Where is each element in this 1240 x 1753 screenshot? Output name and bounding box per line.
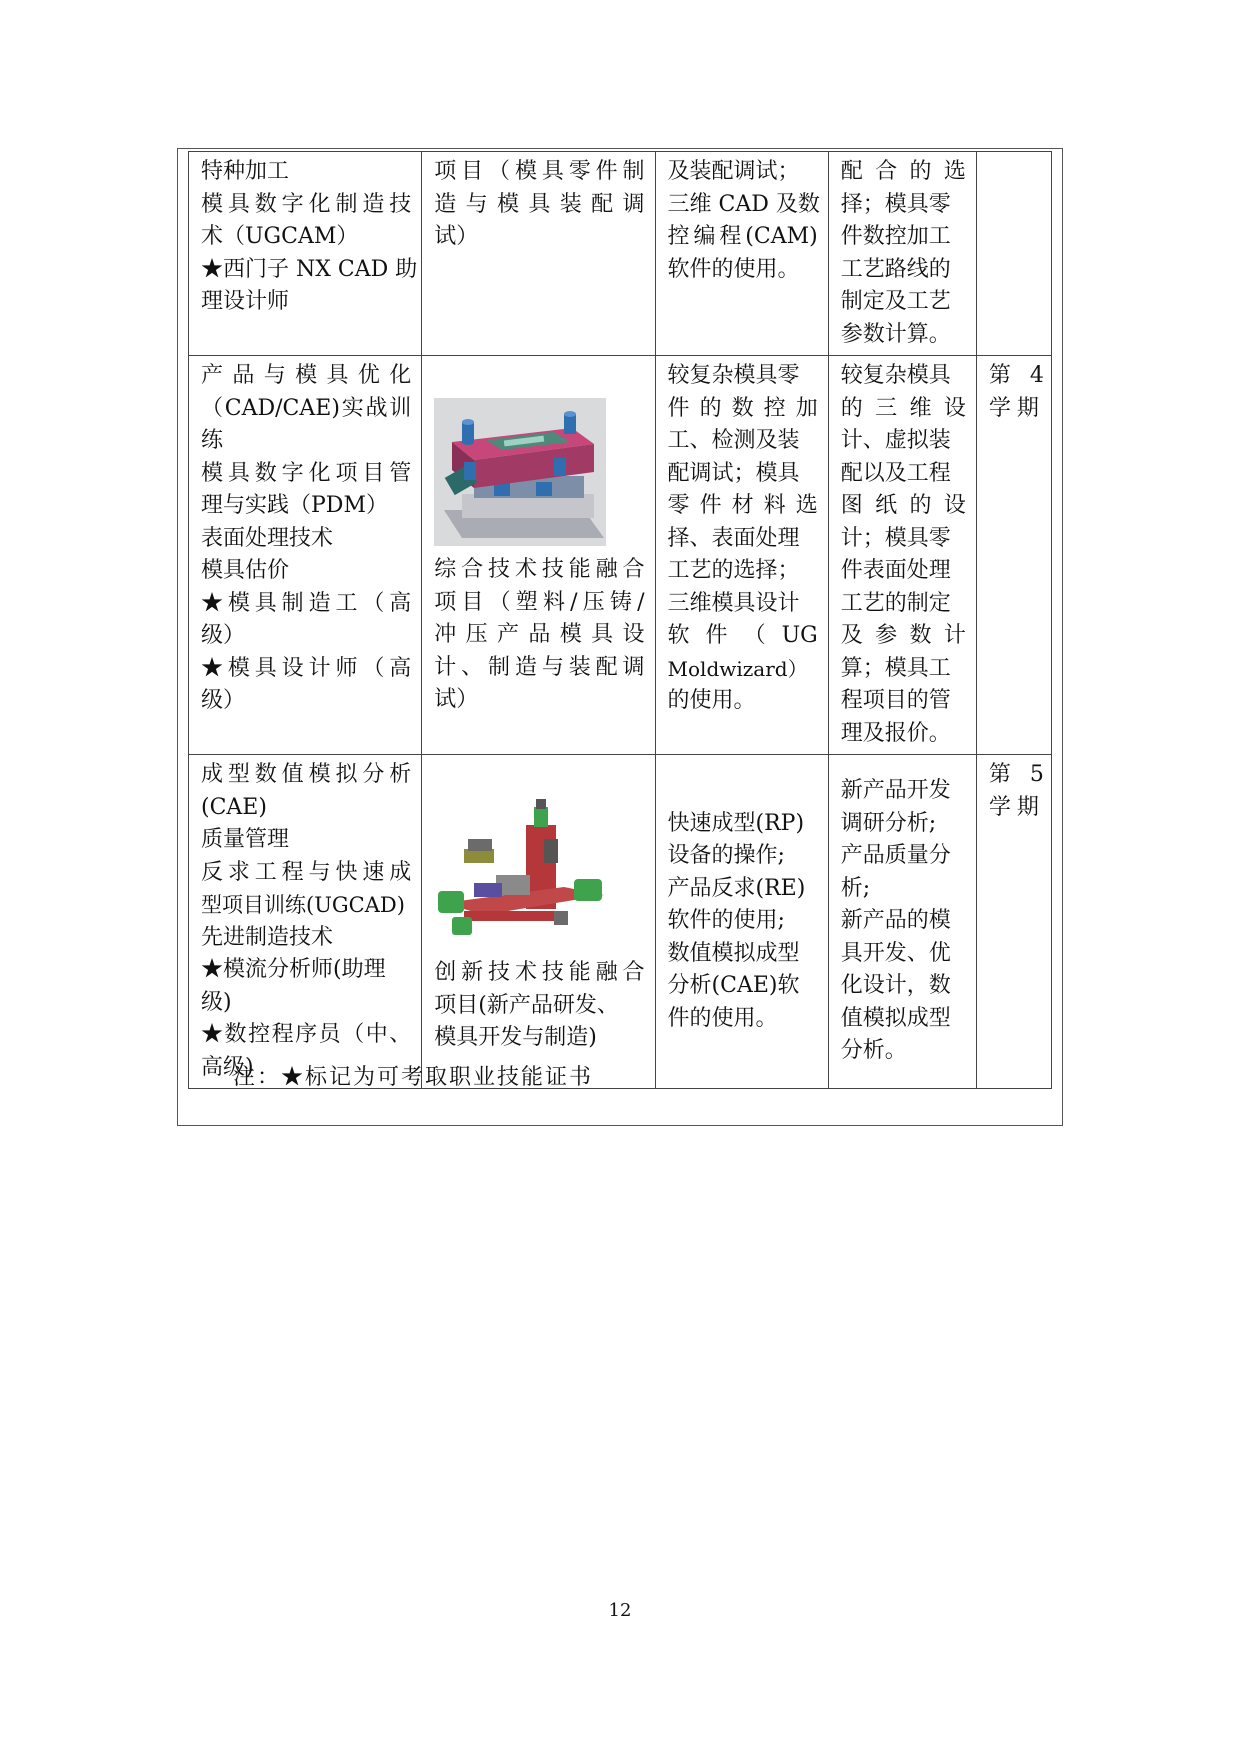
cell-line: 型项目训练(UGCAD) — [201, 893, 405, 917]
cell-line: 的使用。 — [667, 688, 756, 713]
cell-line: 较复杂模具 — [840, 363, 951, 388]
cell-line: 值模拟成型 — [840, 1005, 951, 1031]
cell-line: 新产品的模 — [840, 908, 951, 934]
cell-line: 件数控加工 — [840, 224, 951, 249]
machine-assembly-image — [434, 799, 606, 949]
cell-line: 及参数计 — [840, 623, 966, 648]
course-cell — [189, 152, 422, 356]
cell-line: 软件（UG — [667, 623, 818, 648]
semester-cell — [976, 356, 1051, 755]
cell-line: 模具开发与制造) — [434, 1025, 597, 1050]
table-row — [189, 356, 1052, 755]
cell-line: 试） — [434, 687, 479, 712]
cell-line: 工艺的制定 — [840, 590, 951, 616]
cell-line: 析; — [840, 875, 871, 901]
cell-line: 新产品开发 — [840, 778, 951, 804]
cell-line: 调研分析; — [840, 810, 937, 836]
cell-line: 试） — [434, 224, 479, 249]
cell-line: 工、检测及装 — [667, 428, 800, 453]
knowledge-cell — [828, 356, 976, 755]
cell-line: 化设计，数 — [840, 973, 951, 999]
curriculum-table — [188, 151, 1052, 1089]
cell-line: 表面处理技术 — [201, 525, 334, 551]
cell-line: 快速成型(RP) — [667, 810, 805, 836]
table-row — [189, 755, 1052, 1089]
semester-cell — [976, 152, 1051, 356]
cell-line: 理设计师 — [201, 289, 290, 314]
cell-line: ★西门子 NX CAD 助 — [201, 256, 418, 282]
cell-line: 先进制造技术 — [201, 924, 334, 950]
skill-cell — [655, 356, 828, 755]
semester-cell — [976, 755, 1051, 1089]
cell-line: 造与模具装配调 — [434, 191, 645, 217]
cell-line: 产品质量分 — [840, 843, 951, 869]
cell-line: 产品反求(RE) — [667, 875, 806, 901]
course-cell — [189, 755, 422, 1089]
semester-line: 学期 — [988, 395, 1045, 421]
cell-line: 冲压产品模具设 — [434, 622, 645, 647]
cell-line: 择、表面处理 — [667, 525, 800, 551]
cell-line: 件的使用。 — [667, 1005, 778, 1031]
skill-cell — [655, 152, 828, 356]
cell-line: 创新技术技能融合 — [434, 960, 645, 985]
cell-line: 成型数值模拟分析 — [201, 762, 412, 787]
cell-line: 质量管理 — [201, 827, 290, 852]
cell-line: 特种加工 — [201, 159, 290, 184]
cell-line: 参数计算。 — [840, 321, 951, 347]
cell-line: 三维 CAD 及数 — [667, 191, 820, 217]
cell-line: 零件材料选 — [667, 493, 818, 518]
cell-line: 练 — [201, 428, 224, 453]
cell-line: 具开发、优 — [840, 940, 951, 966]
cell-line: 三维模具设计 — [667, 590, 800, 616]
cell-line: 模具数字化制造技 — [201, 191, 412, 217]
skill-cell — [655, 755, 828, 1089]
cell-line: 控编程(CAM) — [667, 224, 818, 249]
cell-line: 数值模拟成型 — [667, 940, 800, 966]
cell-line: 分析(CAE)软 — [667, 973, 800, 999]
cell-line: 程项目的管 — [840, 688, 951, 713]
course-cell — [189, 356, 422, 755]
page-number: 12 — [608, 1600, 632, 1621]
cell-line: 图纸的设 — [840, 493, 966, 518]
cell-line: 项目（模具零件制 — [434, 159, 645, 184]
cell-line: ★数控程序员（中、 — [201, 1022, 412, 1047]
cell-line: 计、制造与装配调 — [434, 654, 645, 680]
cell-line: 反求工程与快速成 — [201, 859, 412, 885]
table-note: 注：★标记为可考取职业技能证书 — [233, 1065, 594, 1090]
cell-line: 模具数字化项目管 — [201, 460, 412, 486]
cell-line: 模具估价 — [201, 558, 290, 583]
cell-line: 高级) — [201, 1054, 254, 1080]
cell-line: 理与实践（PDM） — [201, 493, 388, 518]
cell-line: 理及报价。 — [840, 720, 951, 746]
semester-line: 第 5 — [988, 762, 1050, 787]
cell-line: 计、虚拟装 — [840, 428, 951, 453]
cell-line: 较复杂模具零 — [667, 363, 800, 388]
knowledge-cell — [828, 152, 976, 356]
cell-line: 级） — [201, 623, 246, 648]
cell-line: 配调试；模具 — [667, 460, 800, 486]
cell-line: 算；模具工 — [840, 655, 951, 681]
cell-line: 术（UGCAM） — [201, 224, 359, 249]
cell-line: ★模流分析师(助理 — [201, 957, 386, 982]
cell-line: 级） — [201, 688, 246, 713]
cell-line: 件表面处理 — [840, 558, 951, 583]
knowledge-cell — [828, 755, 976, 1089]
cell-line: 产品与模具优化 — [201, 363, 412, 388]
cell-line: （CAD/CAE)实战训 — [201, 395, 412, 421]
project-cell — [422, 755, 655, 1089]
cell-line: 工艺的选择； — [667, 558, 800, 583]
cell-line: 软件的使用。 — [667, 256, 800, 282]
mold-assembly-image — [434, 398, 606, 546]
cell-line: 级) — [201, 989, 232, 1015]
project-cell — [422, 152, 655, 356]
table-row — [189, 152, 1052, 356]
project-cell — [422, 356, 655, 755]
cell-line: 软件的使用; — [667, 908, 785, 934]
cell-line: 配以及工程 — [840, 460, 951, 486]
cell-line: (CAE) — [201, 794, 267, 820]
cell-line: 工艺路线的 — [840, 256, 951, 282]
cell-line: ★模具制造工（高 — [201, 590, 412, 616]
cell-line: Moldwizard） — [667, 656, 808, 681]
cell-line: 制定及工艺 — [840, 289, 951, 314]
cell-line: 件的数控加 — [667, 395, 818, 421]
cell-line: 的三维设 — [840, 395, 966, 421]
cell-line: ★模具设计师（高 — [201, 655, 412, 681]
cell-line: 分析。 — [840, 1038, 907, 1064]
cell-line: 设备的操作; — [667, 843, 785, 869]
cell-line: 项目（塑料/压铸/ — [434, 589, 645, 615]
cell-line: 及装配调试； — [667, 159, 800, 184]
cell-line: 择；模具零 — [840, 191, 951, 217]
semester-line: 学期 — [988, 794, 1045, 820]
cell-line: 综合技术技能融合 — [434, 557, 645, 582]
semester-line: 第 4 — [988, 363, 1050, 388]
cell-line: 项目(新产品研发、 — [434, 992, 619, 1018]
cell-line: 计；模具零 — [840, 525, 951, 551]
cell-line: 配合的选 — [840, 159, 966, 184]
